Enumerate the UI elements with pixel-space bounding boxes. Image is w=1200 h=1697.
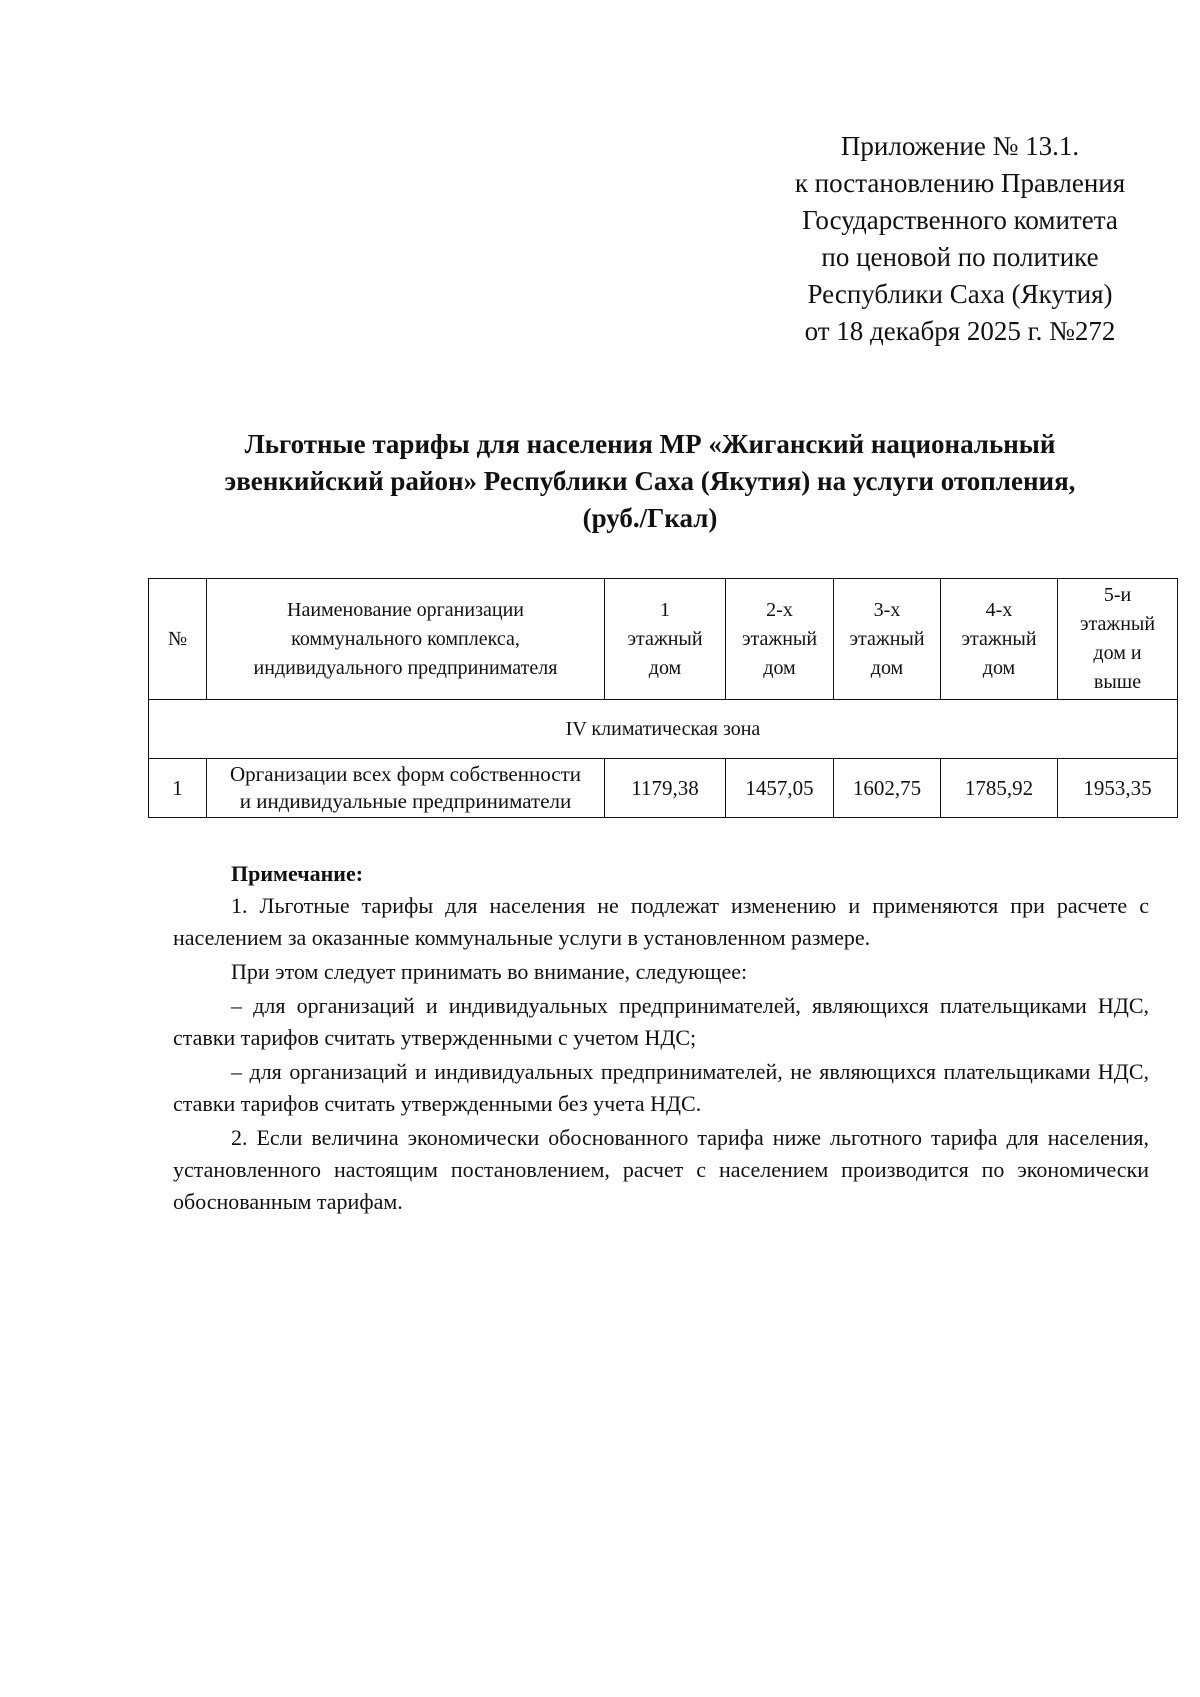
header-line: дом и <box>1093 642 1142 664</box>
org-name-line: и индивидуальные предприниматели <box>239 789 572 813</box>
header-name <box>207 579 605 700</box>
header-floor2 <box>726 579 834 700</box>
row-num: 1 <box>149 759 207 818</box>
header-line: 4-х <box>985 598 1013 621</box>
header-line: дом <box>982 656 1016 679</box>
notes-section <box>173 858 1149 1218</box>
header-name-line: индивидуального предпринимателя <box>253 656 558 679</box>
header-line: 1 <box>660 598 670 621</box>
table-header-row <box>149 579 1178 700</box>
title-line: (руб./Гкал) <box>582 503 718 533</box>
notes-title: Примечание: <box>231 861 364 886</box>
appendix-line: Государственного комитета <box>802 205 1118 235</box>
appendix-block <box>770 128 1150 350</box>
title-line: эвенкийский район» Республики Саха (Якутия) на услуги отопления, <box>224 466 1076 496</box>
note-paragraph-1: 1. Льготные тарифы для населения не подлежат изменению и применяются при расчете с населением за оказанные коммунальные услуги в установленном размере. <box>173 893 1149 950</box>
header-line: выше <box>1093 671 1142 693</box>
appendix-line: Приложение № 13.1. <box>840 131 1080 161</box>
header-line: этажный <box>961 627 1037 650</box>
appendix-line: к постановлению Правления <box>794 168 1126 198</box>
header-line: 2-х <box>766 598 793 621</box>
header-line: этажный <box>627 627 703 650</box>
row-value-floor4: 1785,92 <box>941 759 1058 818</box>
appendix-line: от 18 декабря 2025 г. №272 <box>804 316 1116 346</box>
org-name-line: Организации всех форм собственности <box>229 762 581 786</box>
row-value-floor2: 1457,05 <box>726 759 834 818</box>
header-line: дом <box>648 656 682 679</box>
header-line: дом <box>763 656 796 679</box>
header-name-line: Наименование организации <box>287 598 524 621</box>
header-line: этажный <box>849 627 925 650</box>
table-row <box>149 759 1178 818</box>
row-org-name <box>207 759 605 818</box>
header-line: 5-и <box>1103 584 1132 606</box>
note-paragraph-2: При этом следует принимать во внимание, следующее: <box>231 959 748 984</box>
header-line: этажный <box>741 627 818 650</box>
note-paragraph-5: 2. Если величина экономически обоснованного тарифа ниже льготного тарифа для населения, установленного настоящим постановлением, расчет с населением производится по экономически обоснованным тарифам. <box>173 1125 1149 1214</box>
note-paragraph-3: – для организаций и индивидуальных предпринимателей, являющихся плательщиками НДС, ставки тарифов считать утвержденными с учетом НДС; <box>173 993 1149 1050</box>
header-line: 3-х <box>873 598 901 621</box>
document-title <box>140 426 1160 537</box>
row-value-floor1: 1179,38 <box>605 759 726 818</box>
header-name-line: коммунального комплекса, <box>291 627 520 650</box>
header-floor3 <box>834 579 941 700</box>
appendix-line: Республики Саха (Якутия) <box>807 279 1113 309</box>
note-paragraph-4: – для организаций и индивидуальных предпринимателей, не являющихся плательщиками НДС, ставки тарифов считать утвержденными без учета НДС. <box>173 1059 1149 1116</box>
row-value-floor3: 1602,75 <box>834 759 941 818</box>
header-floor4 <box>941 579 1058 700</box>
zone-label: IV климатическая зона <box>149 700 1178 759</box>
header-line: дом <box>870 656 904 679</box>
zone-row <box>149 700 1178 759</box>
appendix-line: по ценовой по политике <box>821 242 1099 272</box>
header-floor5 <box>1058 579 1178 700</box>
header-line: этажный <box>1079 613 1156 635</box>
tariff-table <box>148 578 1178 818</box>
header-num: № <box>149 579 207 700</box>
header-floor1 <box>605 579 726 700</box>
row-value-floor5: 1953,35 <box>1058 759 1178 818</box>
title-line: Льготные тарифы для населения МР «Жиганский национальный <box>244 429 1056 459</box>
